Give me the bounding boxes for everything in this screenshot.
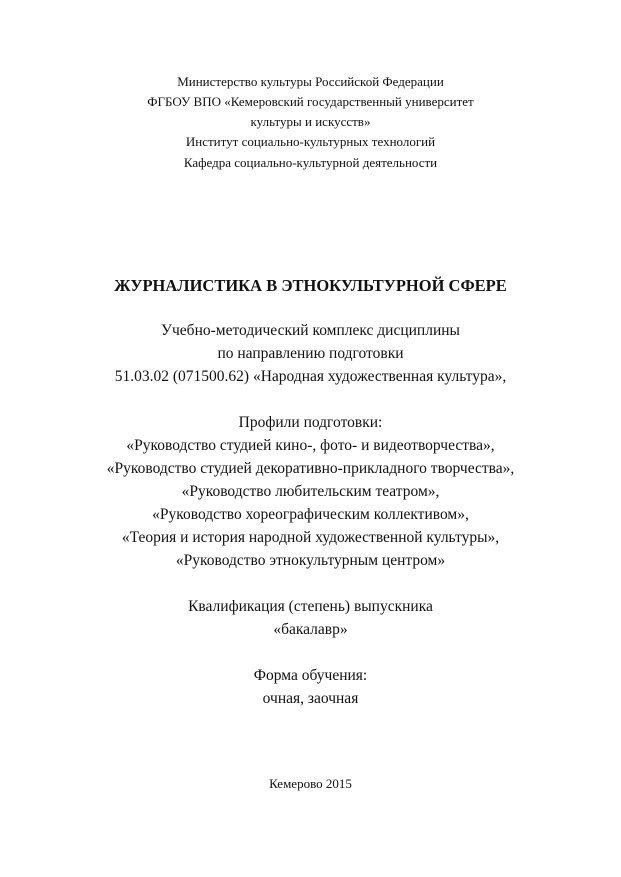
institute-line: Институт социально-культурных технологий — [185, 134, 436, 149]
qualification-value: «бакалавр» — [273, 621, 348, 638]
university-line-2: культуры и искусств» — [250, 114, 371, 129]
city-year: Кемерово 2015 — [269, 776, 352, 791]
study-form-value: очная, заочная — [262, 690, 359, 707]
profile-item: «Руководство хореографическим коллективом», — [152, 506, 469, 523]
document-title: ЖУРНАЛИСТИКА В ЭТНОКУЛЬТУРНОЙ СФЕРЕ — [114, 276, 507, 295]
profile-item: «Теория и история народной художественной культуры», — [121, 529, 500, 546]
subtitle-line-3: 51.03.02 (071500.62) «Народная художественная культура», — [114, 368, 507, 385]
study-form-heading: Форма обучения: — [253, 667, 368, 684]
university-line-1: ФГБОУ ВПО «Кемеровский государственный университет — [147, 94, 474, 109]
profiles-heading: Профили подготовки: — [238, 414, 383, 431]
profile-item: «Руководство любительским театром», — [181, 483, 440, 500]
ministry-line: Министерство культуры Российской Федерации — [177, 74, 444, 89]
qualification-heading: Квалификация (степень) выпускника — [188, 598, 433, 615]
subtitle-line-1: Учебно-методический комплекс дисциплины — [161, 322, 460, 339]
profile-item: «Руководство студией кино-, фото- и видеотворчества», — [126, 437, 495, 454]
department-line: Кафедра социально-культурной деятельности — [183, 155, 438, 170]
profile-item: «Руководство этнокультурным центром» — [175, 552, 446, 569]
profile-item: «Руководство студией декоративно-прикладного творчества», — [106, 460, 515, 477]
subtitle-line-2: по направлению подготовки — [217, 345, 404, 362]
